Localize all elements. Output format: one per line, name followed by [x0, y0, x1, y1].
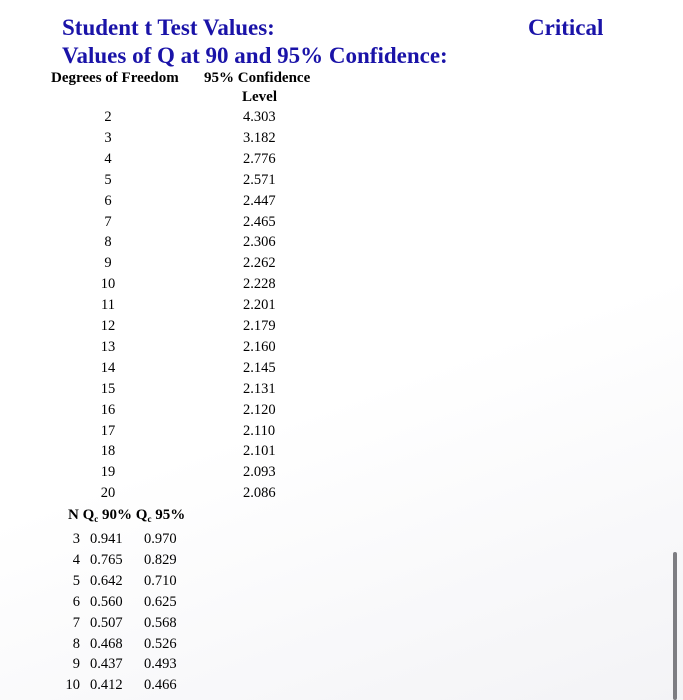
q-header-95: 95%	[155, 507, 186, 523]
confidence-value-cell: 2.110	[243, 422, 276, 439]
table-row	[0, 128, 683, 149]
dof-cell: 19	[100, 464, 116, 481]
confidence-value-cell: 2.131	[243, 380, 276, 397]
dof-cell: 14	[100, 359, 116, 376]
confidence-value-cell: 2.101	[243, 443, 276, 460]
dof-cell: 20	[100, 485, 116, 502]
confidence-value-cell: 2.160	[243, 338, 276, 355]
q90-cell: 0.560	[90, 593, 123, 610]
title-line-2: Values of Q at 90 and 95% Confidence:	[62, 43, 448, 68]
table-row	[0, 654, 683, 675]
header-level: Level	[242, 89, 277, 105]
q95-cell: 0.829	[144, 551, 177, 568]
table-row	[0, 149, 683, 170]
dof-cell: 10	[100, 276, 116, 293]
table-row	[0, 634, 683, 655]
confidence-value-cell: 2.201	[243, 297, 276, 314]
dof-cell: 15	[100, 380, 116, 397]
header-confidence: 95% Confidence	[204, 70, 311, 86]
table-row	[0, 212, 683, 233]
n-cell: 10	[65, 677, 80, 694]
n-cell: 5	[72, 572, 80, 589]
table-row	[0, 592, 683, 613]
dof-cell: 9	[104, 255, 112, 272]
table-row	[0, 274, 683, 295]
confidence-value-cell: 2.086	[243, 485, 276, 502]
table-row	[0, 613, 683, 634]
q90-cell: 0.468	[90, 635, 123, 652]
q90-cell: 0.941	[90, 531, 123, 547]
table-row	[0, 170, 683, 191]
q95-cell: 0.710	[144, 572, 177, 589]
n-cell: 7	[72, 614, 80, 631]
table-row	[0, 462, 683, 483]
n-cell: 4	[72, 551, 80, 568]
confidence-value-cell: 2.093	[243, 464, 276, 481]
confidence-value-cell: 2.145	[243, 359, 276, 376]
confidence-value-cell: 4.303	[243, 109, 276, 125]
dof-cell: 5	[104, 171, 112, 188]
q95-cell: 0.526	[144, 635, 177, 652]
q-header-q95: $Q_c$	[135, 507, 152, 524]
confidence-value-cell: 2.179	[243, 318, 276, 334]
q90-cell: 0.412	[90, 677, 123, 694]
dof-cell: 11	[101, 297, 115, 314]
table-row	[0, 107, 683, 128]
dof-cell: 7	[104, 213, 112, 230]
dof-cell: 2	[104, 109, 112, 125]
n-cell: 6	[72, 593, 80, 610]
table-row	[0, 316, 683, 337]
table-row	[0, 421, 683, 442]
q-table-header	[68, 506, 185, 529]
table-row	[0, 400, 683, 421]
q95-cell: 0.466	[144, 677, 177, 694]
n-cell: 8	[72, 635, 80, 652]
dof-cell: 18	[100, 443, 116, 460]
table-row	[0, 379, 683, 400]
q95-cell: 0.568	[144, 614, 177, 631]
dof-cell: 16	[100, 401, 116, 418]
table-row	[0, 253, 683, 274]
q-header-q90: $Q_c$	[82, 507, 99, 524]
confidence-value-cell: 2.465	[243, 213, 276, 230]
q90-cell: 0.507	[90, 614, 123, 631]
dof-cell: 6	[104, 192, 112, 209]
n-cell: 3	[72, 531, 80, 547]
q95-cell: 0.970	[144, 531, 177, 547]
q90-cell: 0.765	[90, 551, 123, 568]
table-row	[0, 675, 683, 696]
table-row	[0, 483, 683, 504]
confidence-value-cell: 2.571	[243, 171, 276, 188]
confidence-value-cell: 2.262	[243, 255, 276, 272]
table-row	[0, 550, 683, 571]
dof-cell: 8	[104, 234, 112, 251]
confidence-value-cell: 2.447	[243, 192, 276, 209]
table-row	[0, 529, 683, 550]
table-row	[0, 441, 683, 462]
q-header-90: 90%	[102, 507, 133, 523]
confidence-value-cell: 2.306	[243, 234, 276, 251]
q90-cell: 0.642	[90, 572, 123, 589]
q90-cell: 0.437	[90, 656, 123, 673]
confidence-value-cell: 2.228	[243, 276, 276, 293]
confidence-value-cell: 3.182	[243, 129, 276, 146]
table-row	[0, 358, 683, 379]
title-line-1: Student t Test Values:	[62, 15, 275, 40]
table-row	[0, 571, 683, 592]
q-header-n: N	[68, 507, 79, 523]
table-row	[0, 337, 683, 358]
dof-cell: 3	[104, 129, 112, 146]
vertical-scrollbar[interactable]	[673, 552, 677, 700]
dof-cell: 12	[100, 318, 116, 334]
confidence-value-cell: 2.120	[243, 401, 276, 418]
q95-cell: 0.625	[144, 593, 177, 610]
header-degrees-of-freedom: Degrees of Freedom	[51, 70, 179, 86]
dof-cell: 17	[100, 422, 116, 439]
q95-cell: 0.493	[144, 656, 177, 673]
title-critical: Critical	[528, 15, 604, 40]
dof-cell: 13	[100, 338, 116, 355]
confidence-value-cell: 2.776	[243, 150, 276, 167]
table-row	[0, 191, 683, 212]
dof-cell: 4	[104, 150, 112, 167]
n-cell: 9	[72, 656, 80, 673]
table-row	[0, 232, 683, 253]
table-row	[0, 295, 683, 316]
